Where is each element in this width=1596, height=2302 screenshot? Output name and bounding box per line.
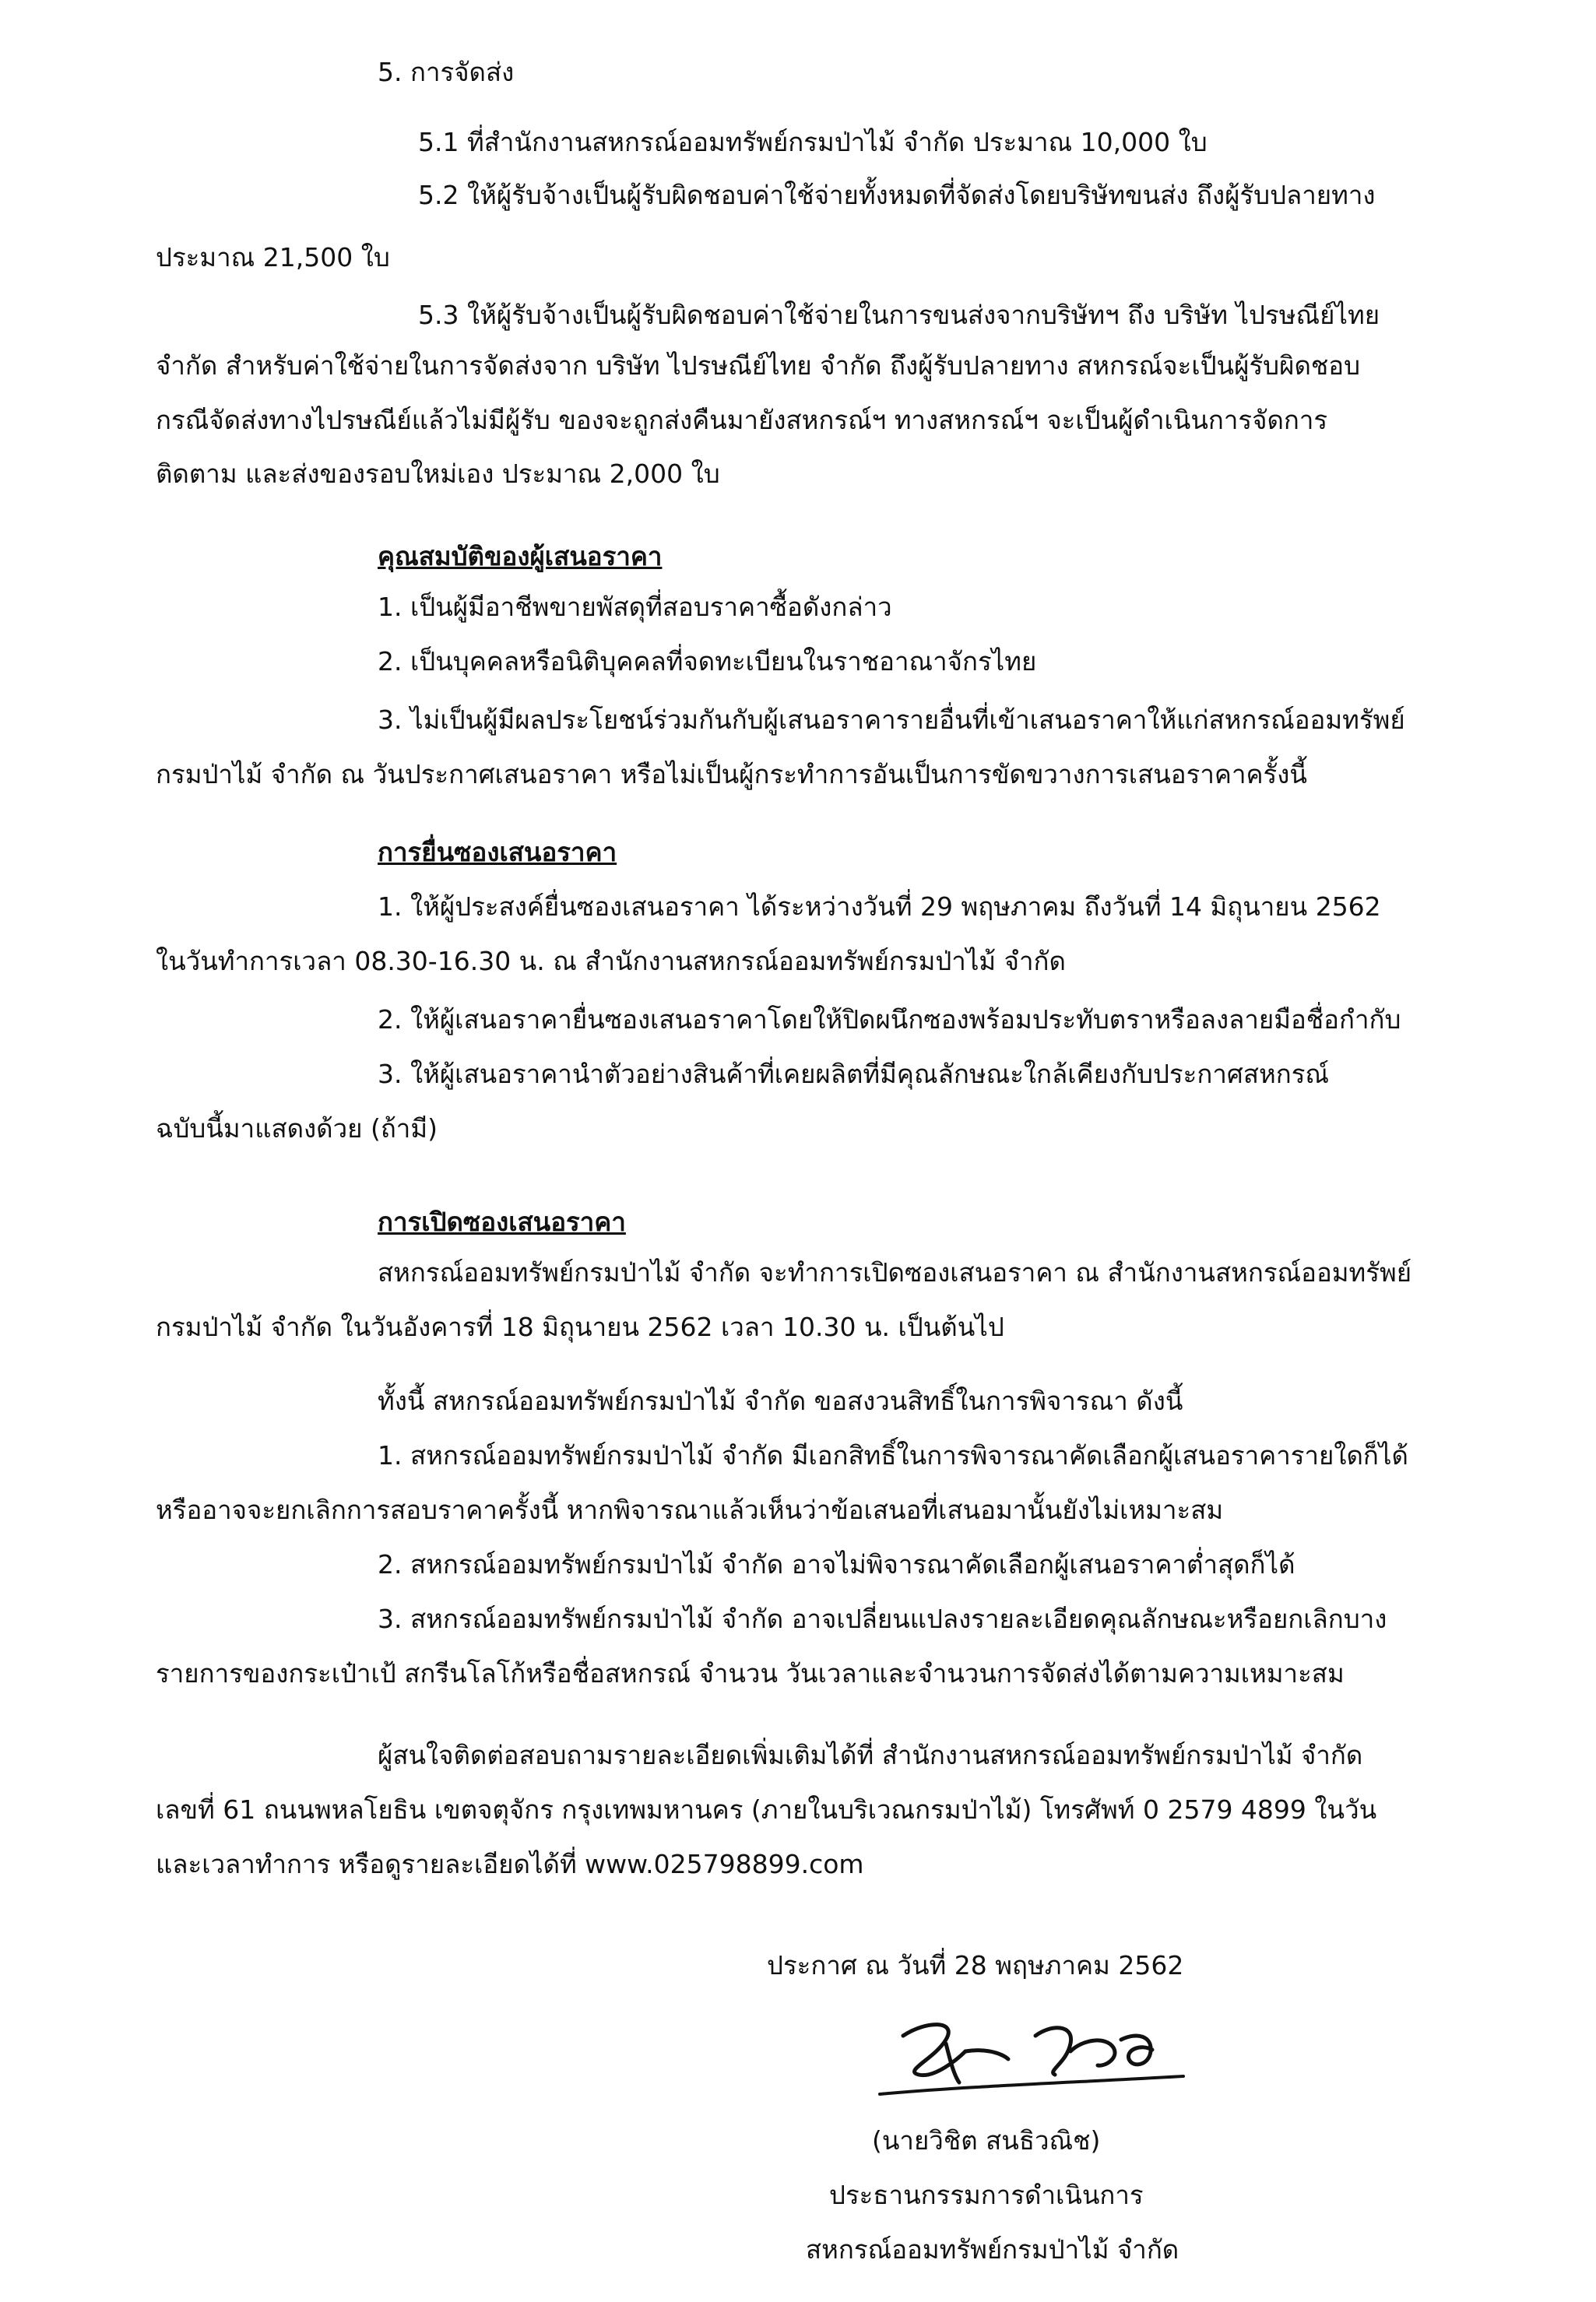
signer-name: (นายวิชิต สนธิวณิช) <box>872 2125 1101 2156</box>
submission-item-2: 2. ให้ผู้เสนอราคายื่นซองเสนอราคาโดยให้ปิดผนึกซองพร้อมประทับตราหรือลงลายมือชื่อกำกับ <box>378 1004 1401 1035</box>
announcement-date: ประกาศ ณ วันที่ 28 พฤษภาคม 2562 <box>767 1950 1184 1980</box>
qualification-item-2: 2. เป็นบุคคลหรือนิติบุคคลที่จดทะเบียนในราชอาณาจักรไทย <box>378 646 1037 677</box>
reservation-item-1-line2: หรืออาจจะยกเลิกการสอบราคาครั้งนี้ หากพิจารณาแล้วเห็นว่าข้อเสนอที่เสนอมานั้นยังไม่เหมาะสม <box>156 1495 1224 1525</box>
handwritten-signature <box>872 2005 1199 2106</box>
delivery-item-5-2-line2: ประมาณ 21,500 ใบ <box>156 242 390 272</box>
opening-text-line2: กรมป่าไม้ จำกัด ในวันอังคารที่ 18 มิถุนายน 2562 เวลา 10.30 น. เป็นต้นไป <box>156 1312 1004 1342</box>
submission-item-3-line1: 3. ให้ผู้เสนอราคานำตัวอย่างสินค้าที่เคยผลิตที่มีคุณลักษณะใกล้เคียงกับประกาศสหกรณ์ <box>378 1059 1330 1089</box>
submission-item-3-line2: ฉบับนี้มาแสดงด้วย (ถ้ามี) <box>156 1113 438 1144</box>
contact-line1: ผู้สนใจติดต่อสอบถามรายละเอียดเพิ่มเติมได้ที่ สำนักงานสหกรณ์ออมทรัพย์กรมป่าไม้ จำกัด <box>378 1740 1363 1770</box>
reservation-item-1-line1: 1. สหกรณ์ออมทรัพย์กรมป่าไม้ จำกัด มีเอกสิทธิ์ในการพิจารณาคัดเลือกผู้เสนอราคารายใดก็ได้ <box>378 1440 1408 1471</box>
delivery-item-5-3-line2: จำกัด สำหรับค่าใช้จ่ายในการจัดส่งจาก บริษัท ไปรษณีย์ไทย จำกัด ถึงผู้รับปลายทาง สหกรณ์จะเป็นผู้รับผิดชอบ <box>156 350 1361 381</box>
qualifications-heading: คุณสมบัติของผู้เสนอราคา <box>378 541 663 571</box>
delivery-item-5-3-line3: กรณีจัดส่งทางไปรษณีย์แล้วไม่มีผู้รับ ของจะถูกส่งคืนมายังสหกรณ์ฯ ทางสหกรณ์ฯ จะเป็นผู้ดำเนินการจัดการ <box>156 405 1328 435</box>
submission-item-1-line2: ในวันทำการเวลา 08.30-16.30 น. ณ สำนักงานสหกรณ์ออมทรัพย์กรมป่าไม้ จำกัด <box>156 946 1066 976</box>
reservation-item-3-line2: รายการของกระเป๋าเป้ สกรีนโลโก้หรือชื่อสหกรณ์ จำนวน วันเวลาและจำนวนการจัดส่งได้ตามความเหมาะสม <box>156 1658 1345 1689</box>
qualification-item-3-line2: กรมป่าไม้ จำกัด ณ วันประกาศเสนอราคา หรือไม่เป็นผู้กระทำการอันเป็นการขัดขวางการเสนอราคาครั้งนี้ <box>156 759 1307 789</box>
qualification-item-1: 1. เป็นผู้มีอาชีพขายพัสดุที่สอบราคาซื้อดังกล่าว <box>378 592 892 622</box>
opening-heading: การเปิดซองเสนอราคา <box>378 1207 626 1237</box>
contact-line3: และเวลาทำการ หรือดูรายละเอียดได้ที่ www.025798899.com <box>156 1849 864 1879</box>
submission-heading: การยื่นซองเสนอราคา <box>378 837 617 867</box>
delivery-heading: 5. การจัดส่ง <box>378 57 515 87</box>
qualification-item-3-line1: 3. ไม่เป็นผู้มีผลประโยชน์ร่วมกันกับผู้เสนอราคารายอื่นที่เข้าเสนอราคาให้แก่สหกรณ์ออมทรัพย์ <box>378 705 1405 735</box>
contact-line2: เลขที่ 61 ถนนพหลโยธิน เขตจตุจักร กรุงเทพมหานคร (ภายในบริเวณกรมป่าไม้) โทรศัพท์ 0 2579 4899 ในวัน <box>156 1794 1377 1825</box>
submission-item-1-line1: 1. ให้ผู้ประสงค์ยื่นซองเสนอราคา ได้ระหว่างวันที่ 29 พฤษภาคม ถึงวันที่ 14 มิถุนายน 2562 <box>378 891 1381 922</box>
opening-text-line1: สหกรณ์ออมทรัพย์กรมป่าไม้ จำกัด จะทำการเปิดซองเสนอราคา ณ สำนักงานสหกรณ์ออมทรัพย์ <box>378 1257 1412 1288</box>
delivery-item-5-3-line1: 5.3 ให้ผู้รับจ้างเป็นผู้รับผิดชอบค่าใช้จ่ายในการขนส่งจากบริษัทฯ ถึง บริษัท ไปรษณีย์ไทย <box>418 300 1380 330</box>
delivery-item-5-1: 5.1 ที่สำนักงานสหกรณ์ออมทรัพย์กรมป่าไม้ จำกัด ประมาณ 10,000 ใบ <box>418 127 1208 157</box>
reservation-item-2: 2. สหกรณ์ออมทรัพย์กรมป่าไม้ จำกัด อาจไม่พิจารณาคัดเลือกผู้เสนอราคาต่ำสุดก็ได้ <box>378 1549 1295 1580</box>
delivery-item-5-2-line1: 5.2 ให้ผู้รับจ้างเป็นผู้รับผิดชอบค่าใช้จ่ายทั้งหมดที่จัดส่งโดยบริษัทขนส่ง ถึงผู้รับปลายทาง <box>418 180 1376 210</box>
reservation-item-3-line1: 3. สหกรณ์ออมทรัพย์กรมป่าไม้ จำกัด อาจเปลี่ยนแปลงรายละเอียดคุณลักษณะหรือยกเลิกบาง <box>378 1604 1387 1634</box>
signer-organization: สหกรณ์ออมทรัพย์กรมป่าไม้ จำกัด <box>806 2234 1179 2265</box>
reservation-intro: ทั้งนี้ สหกรณ์ออมทรัพย์กรมป่าไม้ จำกัด ขอสงวนสิทธิ์ในการพิจารณา ดังนี้ <box>378 1386 1183 1416</box>
delivery-item-5-3-line4: ติดตาม และส่งของรอบใหม่เอง ประมาณ 2,000 ใบ <box>156 459 720 489</box>
signer-title: ประธานกรรมการดำเนินการ <box>829 2180 1144 2210</box>
